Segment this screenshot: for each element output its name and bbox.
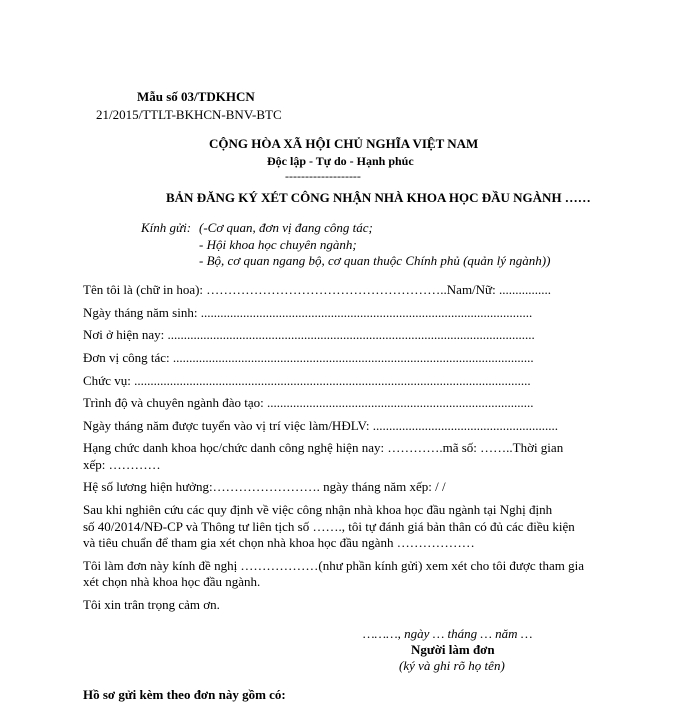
field-education: Trình độ và chuyên ngành đào tạo: ..................................................................................: [83, 395, 534, 410]
signature-date: ………, ngày … tháng … năm …: [363, 626, 533, 641]
motto-underline: -------------------: [285, 169, 361, 183]
form-code: Mẫu số 03/TDKHCN: [137, 89, 255, 104]
closing-thanks: Tôi xin trân trọng cảm ơn.: [83, 597, 220, 612]
document-title: BẢN ĐĂNG KÝ XÉT CÔNG NHẬN NHÀ KHOA HỌC ĐẦU NGÀNH ……: [166, 190, 591, 205]
body-paragraph-2-line-2: xét chọn nhà khoa học đầu ngành.: [83, 574, 261, 589]
field-hired-date: Ngày tháng năm được tuyển vào vị trí việc làm/HĐLV: .........................................................: [83, 418, 558, 433]
signature-role: Người làm đơn: [411, 642, 495, 657]
circular-number: 21/2015/TTLT-BKHCN-BNV-BTC: [96, 107, 282, 122]
field-name: Tên tôi là (chữ in hoa): ………………………………………………..Nam/Nữ: ................: [83, 282, 551, 297]
recipient-line-2: - Hội khoa học chuyên ngành;: [199, 237, 357, 252]
signature-note: (ký và ghi rõ họ tên): [399, 658, 505, 673]
field-dob: Ngày tháng năm sinh: ......................................................................................................: [83, 305, 533, 320]
national-title: CỘNG HÒA XÃ HỘI CHỦ NGHĨA VIỆT NAM: [209, 136, 479, 151]
field-workplace: Đơn vị công tác: ...............................................................................................................: [83, 350, 534, 365]
body-paragraph-1-line-3: và tiêu chuẩn để tham gia xét chọn nhà khoa học đầu ngành ………………: [83, 535, 475, 550]
field-salary: Hệ số lương hiện hưởng:……………………. ngày tháng năm xếp: / /: [83, 479, 446, 494]
national-motto: Độc lập - Tự do - Hạnh phúc: [267, 154, 414, 168]
attachments-heading: Hồ sơ gửi kèm theo đơn này gồm có:: [83, 687, 286, 702]
recipients-label: Kính gửi:: [141, 220, 192, 235]
field-position: Chức vụ: ..........................................................................................................................: [83, 373, 531, 388]
body-paragraph-1-line-1: Sau khi nghiên cứu các quy định về việc công nhận nhà khoa học đầu ngành tại Nghị định: [83, 502, 553, 517]
field-rank-cont: xếp: …………: [83, 457, 161, 472]
recipient-line-1: (-Cơ quan, đơn vị đang công tác;: [199, 220, 373, 235]
body-paragraph-2-line-1: Tôi làm đơn này kính đề nghị ………………(như phần kính gửi) xem xét cho tôi được tham gia: [83, 558, 585, 573]
body-paragraph-1-line-2: số 40/2014/NĐ-CP và Thông tư liên tịch số ……., tôi tự đánh giá bản thân có đủ các điều kiện: [83, 519, 575, 534]
field-rank: Hạng chức danh khoa học/chức danh công nghệ hiện nay: ………….mã số: ……..Thời gian: [83, 440, 564, 455]
recipient-line-3: - Bộ, cơ quan ngang bộ, cơ quan thuộc Chính phủ (quản lý ngành)): [199, 253, 551, 268]
field-address: Nơi ở hiện nay: .................................................................................................................: [83, 327, 535, 342]
